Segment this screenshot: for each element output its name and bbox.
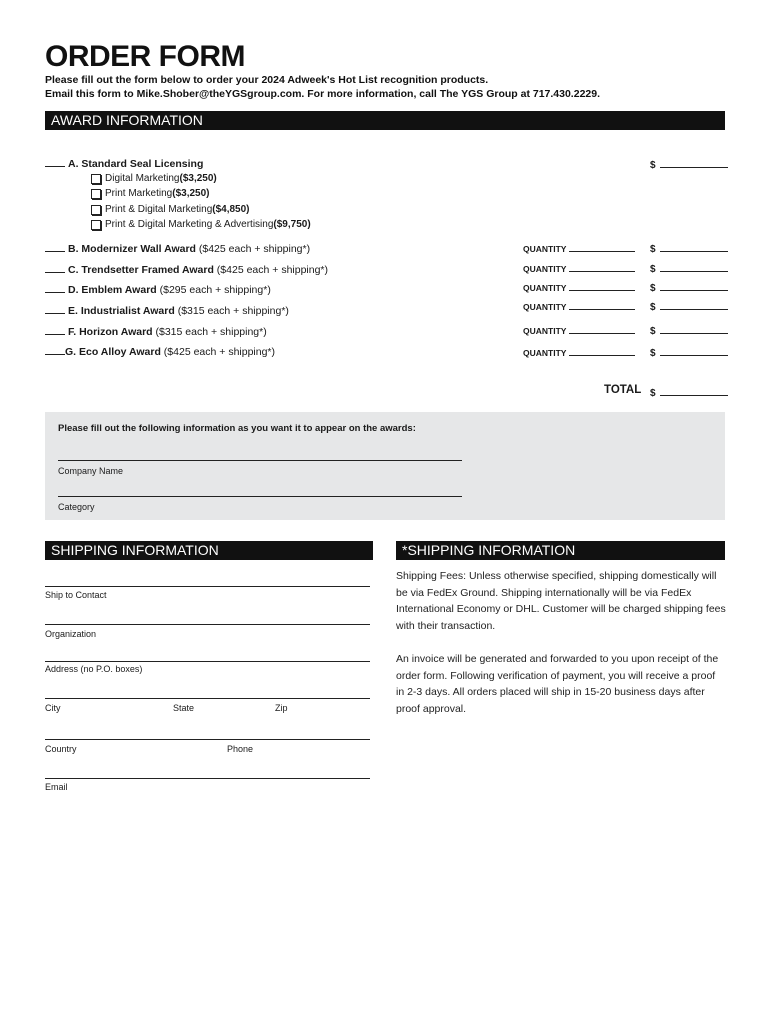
award-check-blank[interactable] <box>45 345 65 355</box>
quantity-line <box>569 242 635 252</box>
amount-line <box>660 242 728 252</box>
currency-symbol: $ <box>650 264 656 275</box>
quantity-line <box>569 346 635 356</box>
award-row-industrialist <box>45 304 289 317</box>
amount-field[interactable] <box>650 300 728 313</box>
amount-line <box>660 386 728 396</box>
quantity-field[interactable] <box>523 346 635 358</box>
quantity-label: QUANTITY <box>523 264 567 274</box>
amount-line <box>660 262 728 272</box>
amount-field[interactable] <box>650 346 728 359</box>
licensing-row <box>45 157 203 170</box>
ship-to-contact-label: Ship to Contact <box>45 590 107 600</box>
quantity-field[interactable] <box>523 281 635 293</box>
amount-field[interactable] <box>650 324 728 337</box>
option-name: Print Marketing <box>105 188 173 199</box>
amount-field[interactable] <box>650 262 728 275</box>
checkbox-icon[interactable] <box>91 205 101 215</box>
quantity-field[interactable] <box>523 300 635 312</box>
quantity-line <box>569 281 635 291</box>
state-label: State <box>173 703 195 713</box>
award-label: F. Horizon Award <box>68 326 153 338</box>
award-row-trendsetter <box>45 263 328 276</box>
currency-symbol: $ <box>650 388 656 399</box>
award-row-emblem <box>45 283 271 296</box>
invoice-paragraph: An invoice will be generated and forwarded to you upon receipt of the order form. Following verification of payment, you will receive a proof in 2-3 days. All orders placed will ship in 15-20 business days after proof approval. <box>396 653 719 715</box>
phone-label: Phone <box>227 744 254 754</box>
quantity-line <box>569 324 635 334</box>
quantity-label: QUANTITY <box>523 283 567 293</box>
currency-symbol: $ <box>650 244 656 255</box>
shipping-information-heading: SHIPPING INFORMATION <box>45 541 373 560</box>
city-state-zip-field[interactable] <box>45 698 370 699</box>
award-check-blank[interactable] <box>45 325 65 335</box>
option-price: ($3,250) <box>172 188 210 199</box>
award-label: E. Industrialist Award <box>68 305 175 317</box>
currency-symbol: $ <box>650 302 656 313</box>
quantity-field[interactable] <box>523 242 635 254</box>
licensing-label: A. Standard Seal Licensing <box>68 158 204 170</box>
quantity-label: QUANTITY <box>523 244 567 254</box>
award-row-horizon <box>45 325 267 338</box>
city-label: City <box>45 703 61 713</box>
organization-label: Organization <box>45 629 97 639</box>
quantity-label: QUANTITY <box>523 302 567 312</box>
currency-symbol: $ <box>650 283 656 294</box>
quantity-field[interactable] <box>523 262 635 274</box>
country-phone-field[interactable] <box>45 739 370 740</box>
award-price: ($315 each + shipping*) <box>152 326 267 338</box>
award-check-blank[interactable] <box>45 242 65 252</box>
amount-field[interactable] <box>650 281 728 294</box>
quantity-field[interactable] <box>523 324 635 336</box>
award-check-blank[interactable] <box>45 263 65 273</box>
option-price: ($4,850) <box>212 204 250 215</box>
award-row-eco-alloy <box>45 345 275 358</box>
company-name-field[interactable] <box>58 460 462 461</box>
option-name: Digital Marketing <box>105 173 180 184</box>
checkbox-icon[interactable] <box>91 220 101 230</box>
award-check-blank[interactable] <box>45 304 65 314</box>
award-label: G. Eco Alloy Award <box>65 346 161 358</box>
shipping-notes-heading: *SHIPPING INFORMATION <box>396 541 725 560</box>
currency-symbol: $ <box>650 348 656 359</box>
category-field[interactable] <box>58 496 462 497</box>
licensing-option-print[interactable] <box>91 188 210 199</box>
quantity-line <box>569 300 635 310</box>
award-price: ($425 each + shipping*) <box>160 346 276 358</box>
shipping-fees-paragraph: Shipping Fees: Unless otherwise specified, shipping domestically will be via FedEx Ground. Shipping internationally will be via FedEx International Economy or DHL. Customer will be charged shipping fees with their transaction. <box>396 570 726 632</box>
amount-line <box>660 281 728 291</box>
amount-line <box>660 324 728 334</box>
licensing-option-digital[interactable] <box>91 173 217 184</box>
option-name: Print & Digital Marketing <box>105 204 213 215</box>
currency-symbol: $ <box>650 160 656 171</box>
intro-text-line-2: Email this form to Mike.Shober@theYGSgroup.com. For more information, call The YGS Group at 717.430.2229. <box>45 88 601 100</box>
award-row-modernizer <box>45 242 310 255</box>
amount-line <box>660 346 728 356</box>
award-price: ($315 each + shipping*) <box>174 305 289 317</box>
licensing-option-print-digital[interactable] <box>91 204 250 215</box>
award-text-instruction: Please fill out the following information as you want it to appear on the awards: <box>58 423 416 434</box>
licensing-check-blank[interactable] <box>45 157 65 167</box>
option-price: ($3,250) <box>179 173 217 184</box>
zip-label: Zip <box>275 703 288 713</box>
award-label: D. Emblem Award <box>68 284 157 296</box>
total-label: TOTAL <box>604 384 642 396</box>
award-label: B. Modernizer Wall Award <box>68 243 196 255</box>
option-name: Print & Digital Marketing & Advertising <box>105 219 274 230</box>
country-label: Country <box>45 744 77 754</box>
page-title: ORDER FORM <box>45 40 245 73</box>
quantity-line <box>569 262 635 272</box>
address-label: Address (no P.O. boxes) <box>45 664 143 674</box>
award-information-heading: AWARD INFORMATION <box>45 111 725 130</box>
quantity-label: QUANTITY <box>523 348 567 358</box>
ship-to-contact-field[interactable] <box>45 586 370 587</box>
total-amount-field[interactable] <box>650 386 728 399</box>
award-check-blank[interactable] <box>45 283 65 293</box>
company-name-label: Company Name <box>58 466 124 476</box>
amount-line <box>660 300 728 310</box>
address-field[interactable] <box>45 661 370 662</box>
award-price: ($425 each + shipping*) <box>213 264 329 276</box>
licensing-amount-field[interactable] <box>650 158 728 171</box>
award-label: C. Trendsetter Framed Award <box>68 264 214 276</box>
amount-field[interactable] <box>650 242 728 255</box>
email-label: Email <box>45 782 68 792</box>
quantity-label: QUANTITY <box>523 326 567 336</box>
amount-line <box>660 158 728 168</box>
option-price: ($9,750) <box>273 219 311 230</box>
licensing-option-print-digital-advertising[interactable] <box>91 219 311 230</box>
intro-text-line-1: Please fill out the form below to order your 2024 Adweek's Hot List recognition products. <box>45 74 489 86</box>
checkbox-icon[interactable] <box>91 189 101 199</box>
award-price: ($425 each + shipping*) <box>195 243 311 255</box>
email-field[interactable] <box>45 778 370 779</box>
currency-symbol: $ <box>650 326 656 337</box>
category-label: Category <box>58 502 95 512</box>
organization-field[interactable] <box>45 624 370 625</box>
award-price: ($295 each + shipping*) <box>156 284 271 296</box>
checkbox-icon[interactable] <box>91 174 101 184</box>
